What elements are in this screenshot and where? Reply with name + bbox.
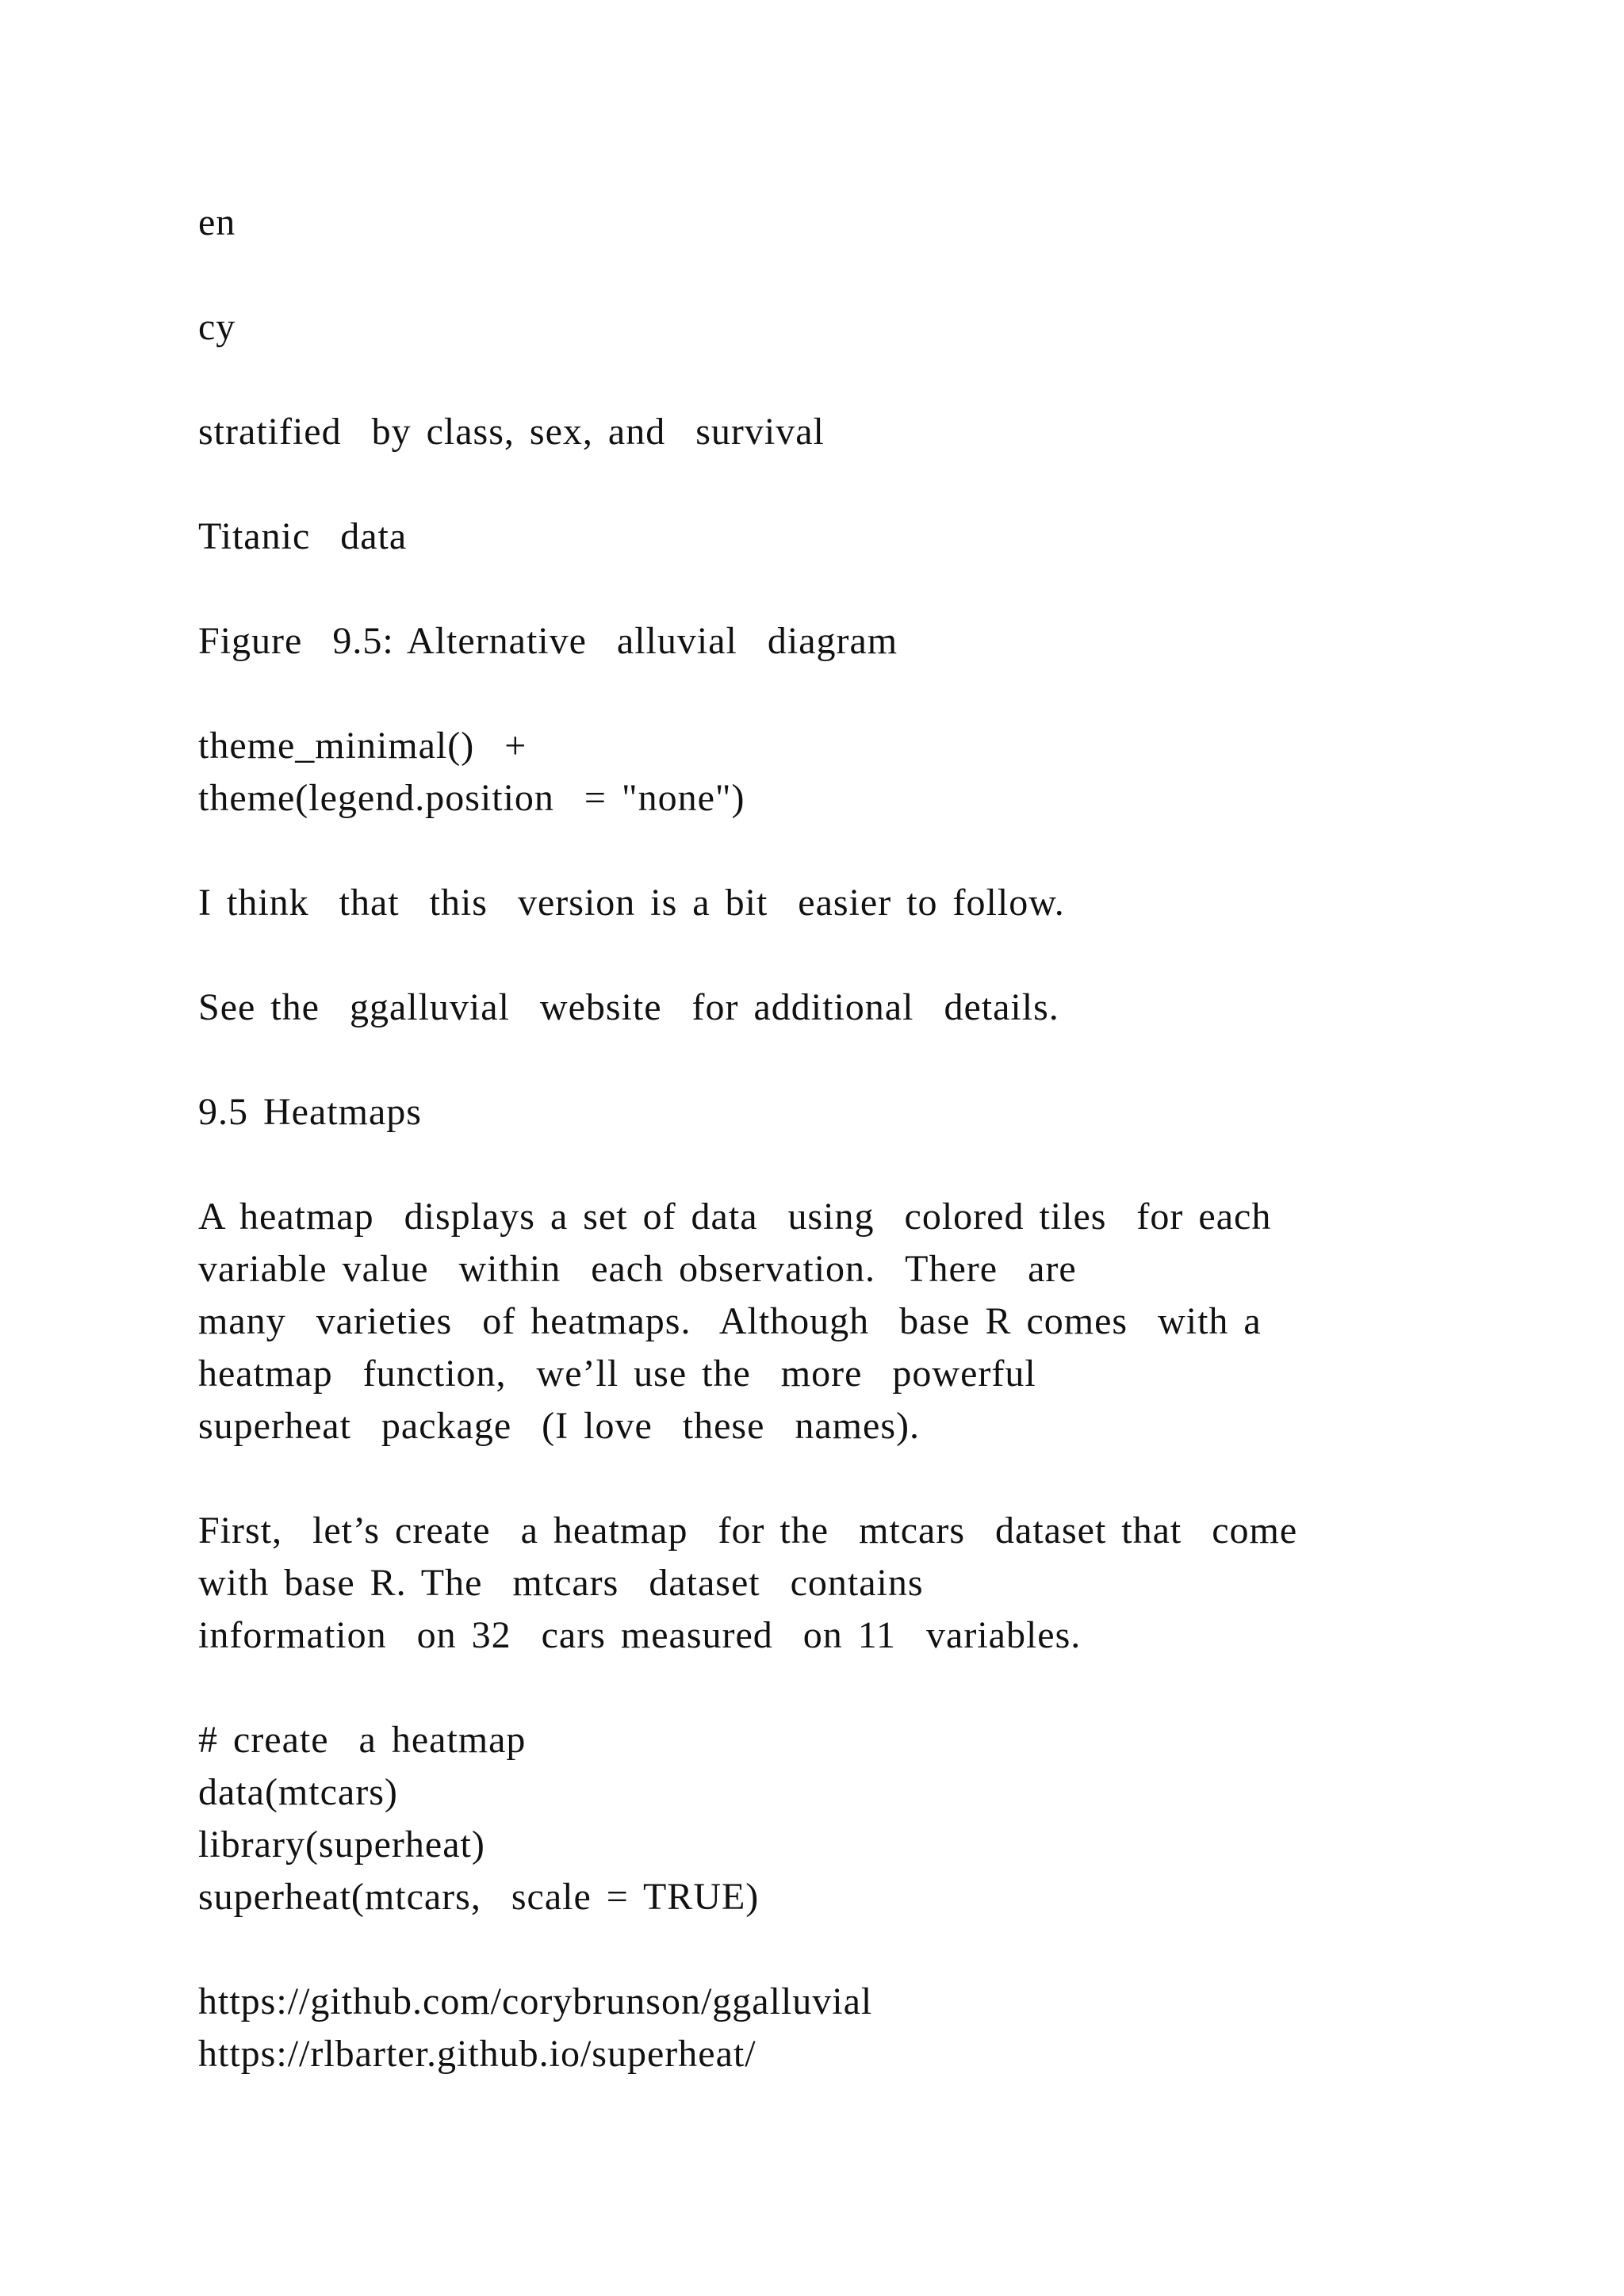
paragraph-line: variable value within each observation. There are: [198, 1248, 1077, 1290]
text-fragment-en: en: [198, 201, 236, 243]
paragraph-line: with base R. The mtcars dataset contains: [198, 1562, 924, 1604]
figure-subtitle-data: Titanic data: [198, 515, 408, 557]
paragraph-line: superheat package (I love these names).: [198, 1405, 920, 1447]
url-superheat: https://rlbarter.github.io/superheat/: [198, 2033, 756, 2075]
paragraph-line: A heatmap displays a set of data using colored tiles for each: [198, 1196, 1272, 1238]
code-comment: # create a heatmap: [198, 1719, 527, 1761]
paragraph-line: many varieties of heatmaps. Although base R comes with a: [198, 1300, 1262, 1342]
url-ggalluvial: https://github.com/corybrunson/ggalluvial: [198, 1980, 873, 2022]
paragraph-line: First, let’s create a heatmap for the mtcars dataset that come: [198, 1510, 1298, 1552]
code-line: superheat(mtcars, scale = TRUE): [198, 1876, 760, 1918]
figure-caption: Figure 9.5: Alternative alluvial diagram: [198, 620, 898, 662]
code-line: theme_minimal() +: [198, 725, 527, 767]
figure-subtitle: stratified by class, sex, and survival: [198, 411, 825, 453]
code-line: library(superheat): [198, 1823, 485, 1866]
paragraph-line: information on 32 cars measured on 11 variables.: [198, 1614, 1082, 1656]
section-heading: 9.5 Heatmaps: [198, 1091, 422, 1133]
code-line: data(mtcars): [198, 1771, 398, 1813]
paragraph-line: I think that this version is a bit easier to follow.: [198, 882, 1065, 924]
text-fragment-cy: cy: [198, 306, 236, 348]
paragraph-line: See the ggalluvial website for additional details.: [198, 986, 1059, 1028]
code-line: theme(legend.position = "none"): [198, 777, 745, 819]
paragraph-line: heatmap function, we’ll use the more powerful: [198, 1353, 1036, 1395]
